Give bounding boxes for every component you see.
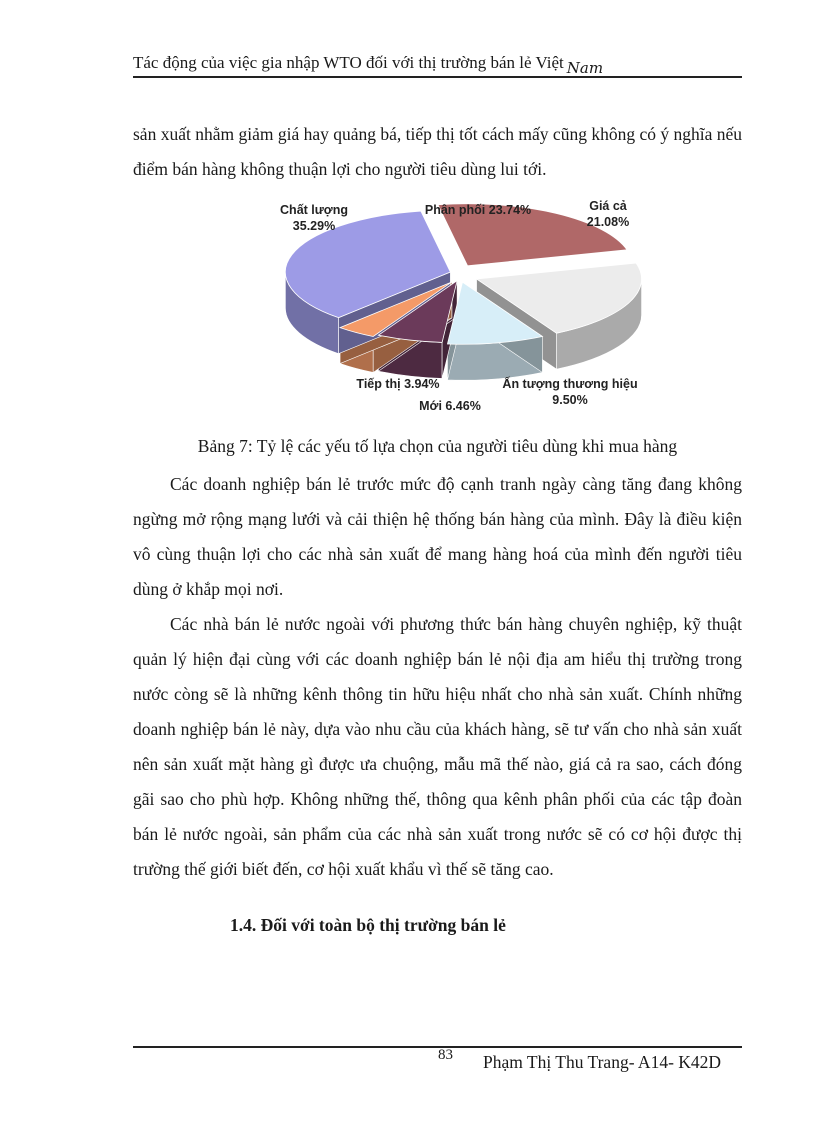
pie-label-5-value: 35.29% — [292, 219, 336, 233]
pie-label-2: Ấn tượng thương hiệu — [502, 377, 638, 391]
pie-label-1: Giá cả — [589, 199, 627, 213]
pie-label-3: Mới 6.46% — [419, 399, 481, 413]
paragraph-3: Các nhà bán lẻ nước ngoài với phương thức bán hàng chuyên nghiệp, kỹ thuật quản lý hiện đại cùng với các doanh nghiệp bán lẻ nội địa am hiểu thị trường trong nước còng sẽ là những kênh thông tin hữu hiệu nhất cho nhà sản xuất. Chính những doanh nghiệp bán lẻ này, dựa vào nhu cầu của khách hàng, sẽ tư vấn cho nhà sản xuất nên sản xuất mặt hàng gì được ưa chuộng, mẫu mã thế nào, giá cả ra sao, cách đóng gãi sao cho phù hợp. Không những thế, thông qua kênh phân phối của các tập đoàn bán lẻ nước ngoài, sản phẩm của các nhà sản xuất trong nước sẽ có cơ hội được thị trường thế giới biết đến, cơ hội xuất khẩu vì thế sẽ tăng cao. — [133, 614, 742, 879]
pie-label-0: Phân phối 23.74% — [424, 203, 532, 217]
header-title-line — [133, 53, 604, 77]
pie-label-5: Chất lượng — [280, 203, 348, 217]
pie-label-1-value: 21.08% — [586, 215, 630, 229]
pie-slices — [285, 204, 641, 380]
section-heading: 1.4. Đối với toàn bộ thị trường bán lẻ — [230, 915, 506, 935]
chart-caption: Bảng 7: Tỷ lệ các yếu tố lựa chọn của người tiêu dùng khi mua hàng — [197, 436, 678, 456]
footer-author: Phạm Thị Thu Trang- A14- K42D — [483, 1052, 722, 1072]
pie-label-4: Tiếp thị 3.94% — [356, 377, 440, 391]
header-title-script: Nam — [566, 59, 604, 77]
paragraph-1: sản xuất nhằm giảm giá hay quảng bá, tiếp thị tốt cách mấy cũng không có ý nghĩa nếu điểm bán hàng không thuận lợi cho người tiêu dùng lui tới. — [133, 124, 742, 179]
paragraph-2: Các doanh nghiệp bán lẻ trước mức độ cạnh tranh ngày càng tăng đang không ngừng mở rộng mạng lưới và cải thiện hệ thống bán hàng của mình. Đây là điều kiện vô cùng thuận lợi cho các nhà sản xuất để mang hàng hoá của mình đến người tiêu dùng ở khắp mọi nơi. — [133, 474, 742, 599]
pie-label-2-value: 9.50% — [552, 393, 588, 407]
pie-chart — [270, 192, 650, 422]
header-title: Tác động của việc gia nhập WTO đối với thị trường bán lẻ Việt — [133, 53, 564, 72]
page-header — [133, 50, 742, 78]
page-number: 83 — [438, 1047, 453, 1063]
